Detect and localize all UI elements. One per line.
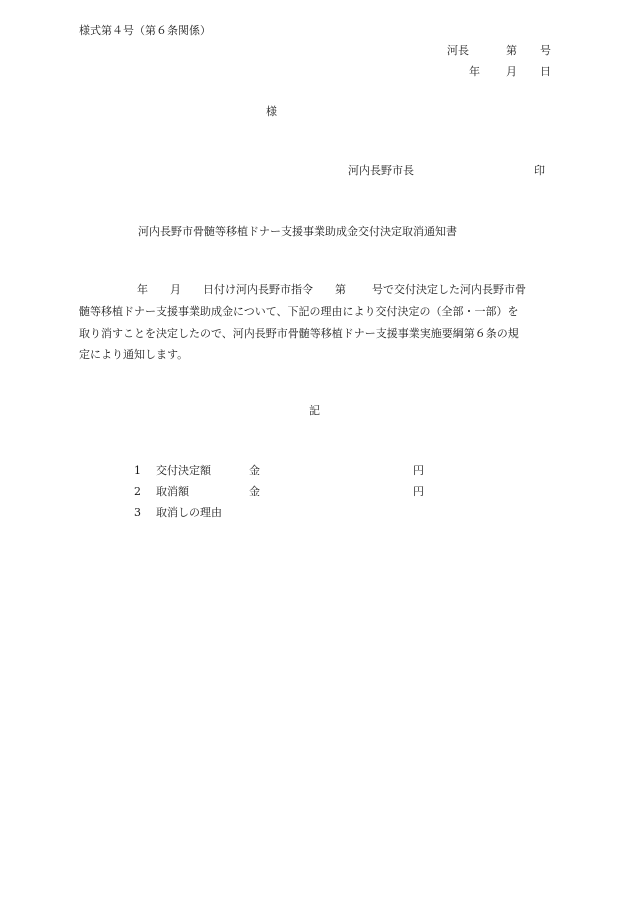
body-line-2: 髄等移植ドナー支援事業助成金について、下記の理由により交付決定の（全部・一部）を xyxy=(79,305,519,318)
item-2-yen: 円 xyxy=(413,485,424,498)
body-dai-label: 第 xyxy=(335,283,346,296)
body-month-label: 月 xyxy=(170,283,181,296)
body-text-part1: 日付け河内長野市指令 xyxy=(203,283,313,296)
doc-number-prefix: 河長 xyxy=(447,44,469,57)
doc-number-dai: 第 xyxy=(506,44,517,57)
date-month-label: 月 xyxy=(506,65,517,78)
date-day-label: 日 xyxy=(540,65,551,78)
addressee-honorific: 様 xyxy=(266,105,277,118)
body-line-4: 定により通知します。 xyxy=(79,348,189,361)
item-3-number: 3 xyxy=(134,506,141,519)
item-2-number: 2 xyxy=(134,485,141,498)
issuer-seal-mark: 印 xyxy=(534,164,545,177)
body-text-part2: 号で交付決定した河内長野市骨 xyxy=(372,283,526,296)
doc-number-go: 号 xyxy=(540,44,551,57)
item-1-yen: 円 xyxy=(413,464,424,477)
item-2-kin: 金 xyxy=(249,485,260,498)
body-line-3: 取り消すことを決定したので、河内長野市骨髄等移植ドナー支援事業実施要綱第６条の規 xyxy=(79,327,519,340)
item-2-label: 取消額 xyxy=(156,485,189,498)
date-year-label: 年 xyxy=(469,65,480,78)
document-title: 河内長野市骨髄等移植ドナー支援事業助成金交付決定取消通知書 xyxy=(138,225,457,238)
item-1-label: 交付決定額 xyxy=(156,464,211,477)
form-number: 様式第４号（第６条関係） xyxy=(79,24,211,37)
ki-heading: 記 xyxy=(309,404,320,417)
body-year-label: 年 xyxy=(137,283,148,296)
issuer-name: 河内長野市長 xyxy=(348,164,414,177)
item-3-label: 取消しの理由 xyxy=(156,506,222,519)
item-1-kin: 金 xyxy=(249,464,260,477)
item-1-number: 1 xyxy=(134,464,141,477)
body-line-1 xyxy=(79,284,526,295)
